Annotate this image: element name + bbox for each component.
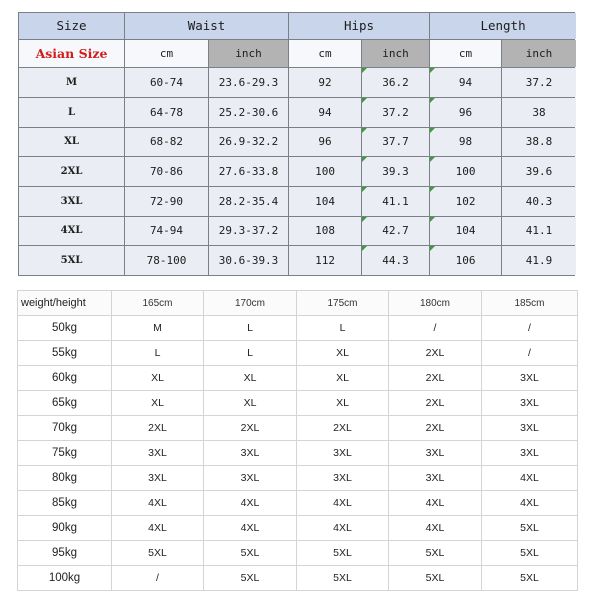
recommended-size-cell: XL xyxy=(112,391,204,416)
recommended-size-cell: L xyxy=(204,316,297,341)
subheader-length-inch: inch xyxy=(502,40,576,68)
hips-inch-cell: 37.2 xyxy=(362,98,429,127)
weight-label: 95kg xyxy=(18,541,112,566)
waist-cm-cell: 60-74 xyxy=(125,68,208,97)
weight-chart-header-row xyxy=(18,291,578,316)
subheader-hips-cm: cm xyxy=(289,40,361,68)
size-label: XL xyxy=(19,128,124,157)
recommended-size-cell: XL xyxy=(204,391,297,416)
size-label: 3XL xyxy=(19,187,124,216)
recommended-size-cell: L xyxy=(112,341,204,366)
header-height-180cm: 180cm xyxy=(389,291,482,316)
weight-label: 100kg xyxy=(18,566,112,591)
recommended-size-cell: 3XL xyxy=(112,466,204,491)
recommended-size-cell: L xyxy=(204,341,297,366)
waist-cm-cell: 78-100 xyxy=(125,246,208,275)
length-inch-cell: 41.9 xyxy=(502,246,576,275)
recommended-size-cell: 5XL xyxy=(204,541,297,566)
subheader-length-cm: cm xyxy=(430,40,501,68)
header-length: Length xyxy=(430,13,576,39)
header-size: Size xyxy=(19,13,124,39)
weight-row-100kg xyxy=(18,566,578,591)
hips-cm-cell: 92 xyxy=(289,68,361,97)
recommended-size-cell: 2XL xyxy=(389,391,482,416)
recommended-size-cell: 4XL xyxy=(297,491,389,516)
recommended-size-cell: / xyxy=(112,566,204,591)
recommended-size-cell: 2XL xyxy=(389,416,482,441)
waist-inch-cell: 29.3-37.2 xyxy=(209,217,288,246)
hips-cm-cell: 94 xyxy=(289,98,361,127)
recommended-size-cell: 4XL xyxy=(204,491,297,516)
recommended-size-cell: 3XL xyxy=(204,441,297,466)
hips-inch-cell: 41.1 xyxy=(362,187,429,216)
waist-inch-cell: 23.6-29.3 xyxy=(209,68,288,97)
waist-cm-cell: 72-90 xyxy=(125,187,208,216)
weight-row-50kg xyxy=(18,316,578,341)
weight-label: 70kg xyxy=(18,416,112,441)
hips-inch-cell: 42.7 xyxy=(362,217,429,246)
weight-label: 50kg xyxy=(18,316,112,341)
size-chart-subheader-row xyxy=(19,40,576,68)
recommended-size-cell: 4XL xyxy=(112,516,204,541)
weight-row-60kg xyxy=(18,366,578,391)
length-inch-cell: 40.3 xyxy=(502,187,576,216)
waist-inch-cell: 28.2-35.4 xyxy=(209,187,288,216)
waist-inch-cell: 30.6-39.3 xyxy=(209,246,288,275)
recommended-size-cell: 5XL xyxy=(297,566,389,591)
size-chart-grid xyxy=(18,12,577,276)
weight-label: 75kg xyxy=(18,441,112,466)
weight-row-85kg xyxy=(18,491,578,516)
recommended-size-cell: / xyxy=(482,316,578,341)
header-weight-height: weight/height xyxy=(18,291,112,316)
recommended-size-cell: 2XL xyxy=(389,341,482,366)
recommended-size-cell: 3XL xyxy=(482,416,578,441)
recommended-size-cell: 5XL xyxy=(204,566,297,591)
waist-inch-cell: 27.6-33.8 xyxy=(209,157,288,186)
weight-row-75kg xyxy=(18,441,578,466)
recommended-size-cell: 2XL xyxy=(112,416,204,441)
size-label: L xyxy=(19,98,124,127)
recommended-size-cell: XL xyxy=(297,341,389,366)
recommended-size-cell: 4XL xyxy=(112,491,204,516)
recommended-size-cell: 5XL xyxy=(482,566,578,591)
recommended-size-cell: 3XL xyxy=(482,441,578,466)
recommended-size-cell: / xyxy=(482,341,578,366)
recommended-size-cell: 2XL xyxy=(204,416,297,441)
recommended-size-cell: 5XL xyxy=(389,566,482,591)
weight-row-95kg xyxy=(18,541,578,566)
recommended-size-cell: 4XL xyxy=(297,516,389,541)
length-cm-cell: 98 xyxy=(430,128,501,157)
length-inch-cell: 38 xyxy=(502,98,576,127)
recommended-size-cell: 3XL xyxy=(297,441,389,466)
weight-height-table xyxy=(17,290,577,584)
length-cm-cell: 102 xyxy=(430,187,501,216)
weight-label: 85kg xyxy=(18,491,112,516)
weight-label: 65kg xyxy=(18,391,112,416)
weight-row-90kg xyxy=(18,516,578,541)
length-cm-cell: 96 xyxy=(430,98,501,127)
size-chart-header-row xyxy=(19,13,576,39)
size-label: 4XL xyxy=(19,217,124,246)
waist-cm-cell: 70-86 xyxy=(125,157,208,186)
size-row-xl xyxy=(19,128,576,157)
length-inch-cell: 37.2 xyxy=(502,68,576,97)
recommended-size-cell: 4XL xyxy=(204,516,297,541)
subheader-waist-cm: cm xyxy=(125,40,208,68)
header-hips: Hips xyxy=(289,13,429,39)
weight-row-80kg xyxy=(18,466,578,491)
hips-cm-cell: 96 xyxy=(289,128,361,157)
hips-cm-cell: 104 xyxy=(289,187,361,216)
weight-label: 55kg xyxy=(18,341,112,366)
size-row-3xl xyxy=(19,187,576,216)
recommended-size-cell: 2XL xyxy=(389,366,482,391)
recommended-size-cell: 5XL xyxy=(297,541,389,566)
recommended-size-cell: XL xyxy=(297,366,389,391)
subheader-hips-inch: inch xyxy=(362,40,429,68)
recommended-size-cell: 3XL xyxy=(389,466,482,491)
weight-label: 90kg xyxy=(18,516,112,541)
hips-cm-cell: 108 xyxy=(289,217,361,246)
hips-inch-cell: 44.3 xyxy=(362,246,429,275)
recommended-size-cell: 3XL xyxy=(204,466,297,491)
length-cm-cell: 104 xyxy=(430,217,501,246)
recommended-size-cell: 4XL xyxy=(482,466,578,491)
recommended-size-cell: M xyxy=(112,316,204,341)
size-row-l xyxy=(19,98,576,127)
size-row-4xl xyxy=(19,217,576,246)
recommended-size-cell: 3XL xyxy=(482,391,578,416)
hips-inch-cell: 37.7 xyxy=(362,128,429,157)
waist-cm-cell: 64-78 xyxy=(125,98,208,127)
recommended-size-cell: 4XL xyxy=(482,491,578,516)
length-inch-cell: 39.6 xyxy=(502,157,576,186)
weight-label: 80kg xyxy=(18,466,112,491)
subheader-asian-size: Asian Size xyxy=(19,40,124,68)
header-height-170cm: 170cm xyxy=(204,291,297,316)
recommended-size-cell: 4XL xyxy=(389,516,482,541)
size-row-2xl xyxy=(19,157,576,186)
weight-row-55kg xyxy=(18,341,578,366)
size-label: M xyxy=(19,68,124,97)
header-height-175cm: 175cm xyxy=(297,291,389,316)
recommended-size-cell: XL xyxy=(204,366,297,391)
recommended-size-cell: 3XL xyxy=(482,366,578,391)
hips-cm-cell: 112 xyxy=(289,246,361,275)
hips-inch-cell: 36.2 xyxy=(362,68,429,97)
size-row-5xl xyxy=(19,246,576,275)
length-cm-cell: 94 xyxy=(430,68,501,97)
recommended-size-cell: 5XL xyxy=(112,541,204,566)
waist-cm-cell: 74-94 xyxy=(125,217,208,246)
length-cm-cell: 100 xyxy=(430,157,501,186)
size-chart-table xyxy=(18,12,575,276)
size-label: 2XL xyxy=(19,157,124,186)
recommended-size-cell: XL xyxy=(297,391,389,416)
recommended-size-cell: 3XL xyxy=(297,466,389,491)
header-height-185cm: 185cm xyxy=(482,291,578,316)
recommended-size-cell: L xyxy=(297,316,389,341)
header-waist: Waist xyxy=(125,13,288,39)
recommended-size-cell: 5XL xyxy=(482,516,578,541)
hips-cm-cell: 100 xyxy=(289,157,361,186)
recommended-size-cell: XL xyxy=(112,366,204,391)
recommended-size-cell: 3XL xyxy=(389,441,482,466)
recommended-size-cell: 2XL xyxy=(297,416,389,441)
subheader-waist-inch: inch xyxy=(209,40,288,68)
waist-inch-cell: 25.2-30.6 xyxy=(209,98,288,127)
recommended-size-cell: 5XL xyxy=(389,541,482,566)
size-row-m xyxy=(19,68,576,97)
recommended-size-cell: / xyxy=(389,316,482,341)
hips-inch-cell: 39.3 xyxy=(362,157,429,186)
weight-label: 60kg xyxy=(18,366,112,391)
waist-cm-cell: 68-82 xyxy=(125,128,208,157)
recommended-size-cell: 3XL xyxy=(112,441,204,466)
size-label: 5XL xyxy=(19,246,124,275)
waist-inch-cell: 26.9-32.2 xyxy=(209,128,288,157)
length-cm-cell: 106 xyxy=(430,246,501,275)
weight-row-70kg xyxy=(18,416,578,441)
length-inch-cell: 38.8 xyxy=(502,128,576,157)
header-height-165cm: 165cm xyxy=(112,291,204,316)
recommended-size-cell: 4XL xyxy=(389,491,482,516)
weight-row-65kg xyxy=(18,391,578,416)
weight-height-grid xyxy=(17,290,578,591)
recommended-size-cell: 5XL xyxy=(482,541,578,566)
length-inch-cell: 41.1 xyxy=(502,217,576,246)
